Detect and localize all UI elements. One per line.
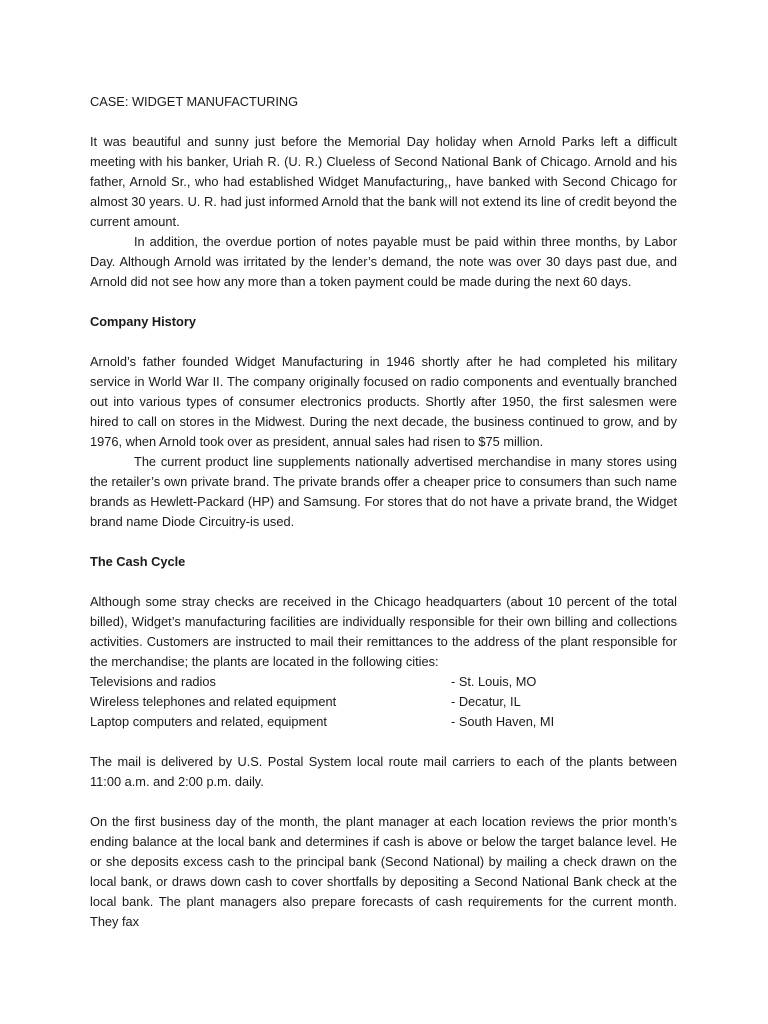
spacer xyxy=(90,332,677,352)
cash-cycle-paragraph-3: On the first business day of the month, the plant manager at each location reviews the prior month’s ending balance at the local bank and determines if cash is above or below the target balance level. He or she deposits excess cash to the principal bank (Second National) by mailing a check drawn on the local bank, or draws down cash to cover shortfalls by depositing a Second National Bank check at the local bank. The plant managers also prepare forecasts of cash requirements for the current month. They fax xyxy=(90,814,677,929)
plant-city: - South Haven, MI xyxy=(451,714,555,729)
cash-cycle-paragraph-2: The mail is delivered by U.S. Postal System local route mail carriers to each of the plants between 11:00 a.m. and 2:00 p.m. daily. xyxy=(90,754,677,789)
spacer xyxy=(90,792,677,812)
document-title: CASE: WIDGET MANUFACTURING xyxy=(90,94,299,109)
plant-row xyxy=(90,692,677,712)
spacer xyxy=(90,292,677,312)
plant-city: - Decatur, IL xyxy=(451,694,521,709)
section-heading-cash-cycle: The Cash Cycle xyxy=(90,554,186,569)
plant-city: - St. Louis, MO xyxy=(451,674,537,689)
plant-product: Laptop computers and related, equipment xyxy=(90,714,327,729)
document-page xyxy=(90,92,677,932)
intro-paragraph-2: In addition, the overdue portion of notes payable must be paid within three months, by Labor Day. Although Arnold was irritated by the lender’s demand, the note was over 30 days past due, and Arnold did not see how any more than a token payment could be made during the next 60 days. xyxy=(90,234,677,289)
section-heading-company-history: Company History xyxy=(90,314,196,329)
plant-product: Televisions and radios xyxy=(90,674,216,689)
cash-cycle-paragraph-1: Although some stray checks are received in the Chicago headquarters (about 10 percent of the total billed), Widget’s manufacturing facilities are individually responsible for their own billing and collections activities. Customers are instructed to mail their remittances to the address of the plant responsible for the merchandise; the plants are located in the following cities: xyxy=(90,594,677,669)
history-paragraph-1: Arnold’s father founded Widget Manufacturing in 1946 shortly after he had completed his military service in World War II. The company originally focused on radio components and eventually branched out into various types of consumer electronics products. Shortly after 1950, the first salesmen were hired to call on stores in the Midwest. During the next decade, the business continued to grow, and by 1976, when Arnold took over as president, annual sales had risen to $75 million. xyxy=(90,354,677,449)
intro-paragraph-1: It was beautiful and sunny just before the Memorial Day holiday when Arnold Parks left a difficult meeting with his banker, Uriah R. (U. R.) Clueless of Second National Bank of Chicago. Arnold and his father, Arnold Sr., who had established Widget Manufacturing,, have banked with Second Chicago for almost 30 years. U. R. had just informed Arnold that the bank will not extend its line of credit beyond the current amount. xyxy=(90,134,677,229)
spacer xyxy=(90,572,677,592)
spacer xyxy=(90,732,677,752)
plant-location-list xyxy=(90,672,677,732)
plant-row xyxy=(90,712,677,732)
plant-row xyxy=(90,672,677,692)
spacer xyxy=(90,532,677,552)
history-paragraph-2: The current product line supplements nationally advertised merchandise in many stores using the retailer’s own private brand. The private brands offer a cheaper price to consumers than such name brands as Hewlett-Packard (HP) and Samsung. For stores that do not have a private brand, the Widget brand name Diode Circuitry-is used. xyxy=(90,454,677,529)
plant-product: Wireless telephones and related equipment xyxy=(90,694,337,709)
